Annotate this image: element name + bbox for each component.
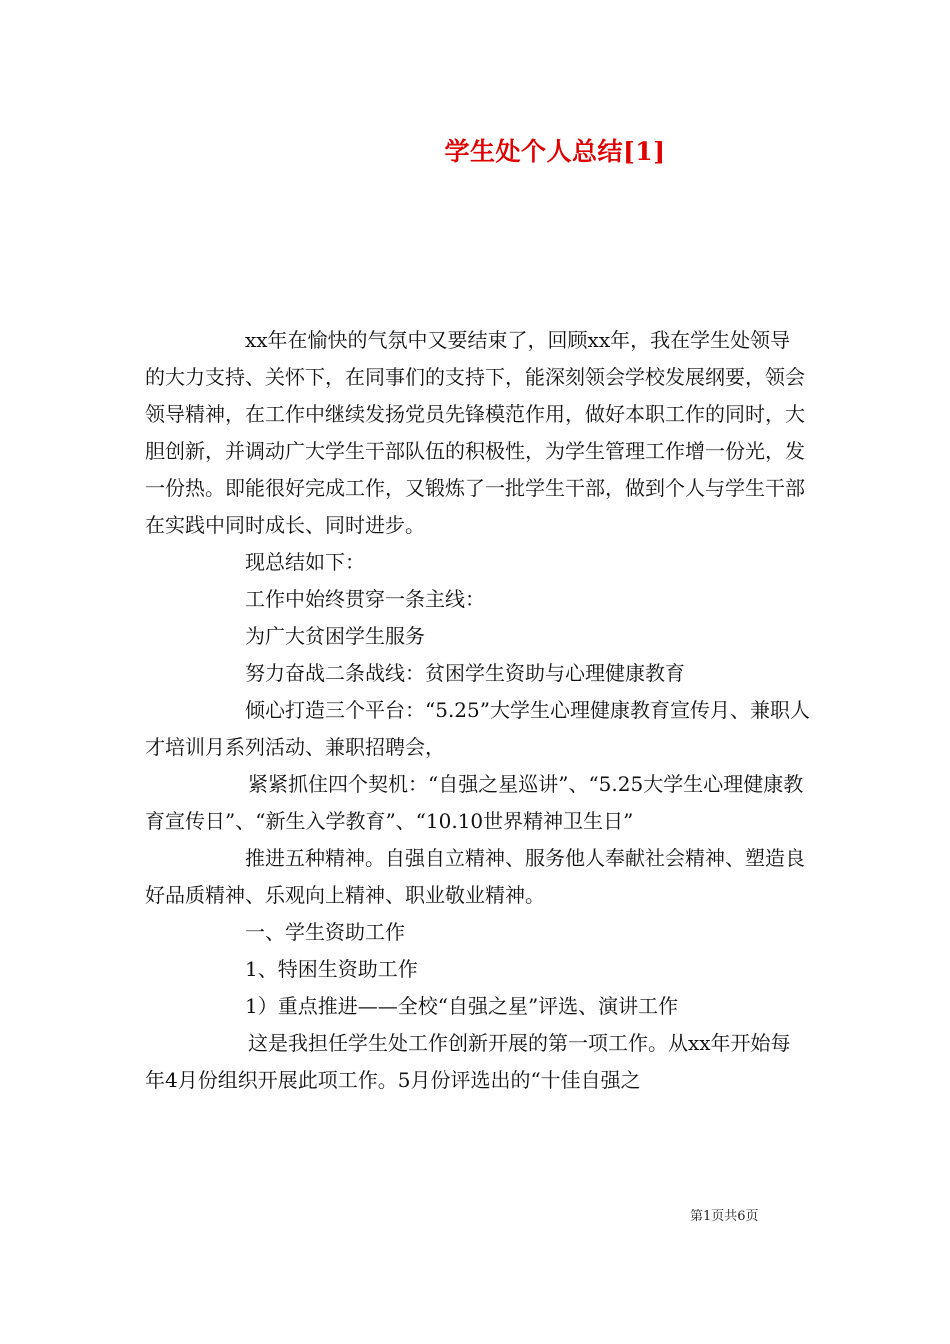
- subsection-heading-special-aid: 1、特困生资助工作: [245, 957, 418, 981]
- section-heading-aid: 一、学生资助工作: [245, 920, 405, 944]
- paragraph-two-fronts: 努力奋战二条战线：贫困学生资助与心理健康教育: [245, 661, 685, 685]
- page-footer: [690, 1205, 830, 1224]
- paragraph-self-reliance-star: 这是我担任学生处工作创新开展的第一项工作。从xx年开始每年4月份组织开展此项工作。5月份评选出的“十佳自强之: [145, 1031, 791, 1092]
- paragraph-three-platforms: 倾心打造三个平台：“5.25”大学生心理健康教育宣传月、兼职人才培训月系列活动、兼职招聘会，: [145, 698, 810, 759]
- paragraph-summary-heading: 现总结如下：: [245, 550, 365, 574]
- paragraph-main-line: 工作中始终贯穿一条主线：: [245, 587, 485, 611]
- paragraph-intro: xx年在愉快的气氛中又要结束了，回顾xx年，我在学生处领导的大力支持、关怀下，在同事们的支持下，能深刻领会学校发展纲要，领会领导精神，在工作中继续发扬党员先锋模范作用，做好本职工作的同时，大胆创新，并调动广大学生干部队伍的积极性，为学生管理工作增一份光，发一份热。即能很好完成工作，又锻炼了一批学生干部，做到个人与学生干部在实践中同时成长、同时进步。: [145, 328, 805, 537]
- page-number-label: 第1页共6页: [690, 1209, 759, 1224]
- paragraph-five-spirits: 推进五种精神。自强自立精神、服务他人奉献社会精神、塑造良好品质精神、乐观向上精神、职业敬业精神。: [145, 846, 805, 907]
- paragraph-four-opportunities: 紧紧抓住四个契机：“自强之星巡讲”、“5.25大学生心理健康教育宣传日”、“新生入学教育”、“10.10世界精神卫生日”: [145, 772, 804, 833]
- paragraph-serve-students: 为广大贫困学生服务: [245, 624, 425, 648]
- document-body: [145, 322, 810, 1099]
- document-title: 学生处个人总结[1]: [444, 137, 666, 166]
- item-heading-self-reliance-star: 1）重点推进——全校“自强之星”评选、演讲工作: [245, 994, 679, 1018]
